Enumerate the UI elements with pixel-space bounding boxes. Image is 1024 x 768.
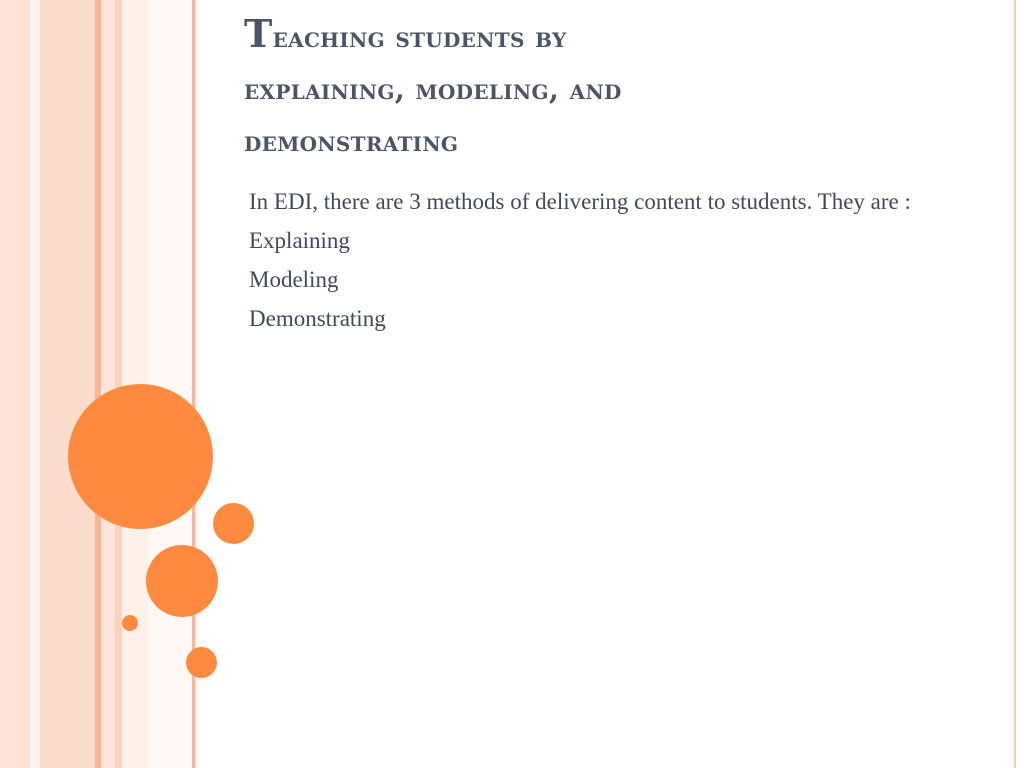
body-paragraph-intro: In EDI, there are 3 methods of delivering content to students. They are :: [249, 189, 911, 214]
decor-circle-large: [68, 384, 213, 529]
decor-circle-medium: [146, 545, 218, 617]
title-first-letter: T: [244, 11, 273, 56]
title-line-2: explaining, modeling, and: [244, 72, 622, 106]
body-item-modeling: Modeling: [249, 267, 339, 292]
decor-circle-small: [213, 503, 254, 544]
body-item-demonstrating: Demonstrating: [249, 306, 386, 331]
decor-stripe: [30, 0, 40, 768]
body-item-explaining: Explaining: [249, 228, 350, 253]
title-line-1-rest: eaching students by: [272, 20, 567, 54]
decor-circle-small: [186, 647, 217, 678]
slide-title: [244, 8, 944, 167]
decor-circle-tiny: [122, 615, 138, 631]
decor-stripe: [0, 0, 30, 768]
decor-stripe: [101, 0, 115, 768]
slide-body: [249, 186, 929, 342]
decor-stripe: [148, 0, 192, 768]
decor-stripe: [40, 0, 95, 768]
title-line-3: demonstrating: [244, 124, 459, 158]
decor-right-line: [1014, 0, 1016, 768]
decor-stripe: [115, 0, 122, 768]
title-line-1: [244, 8, 944, 63]
